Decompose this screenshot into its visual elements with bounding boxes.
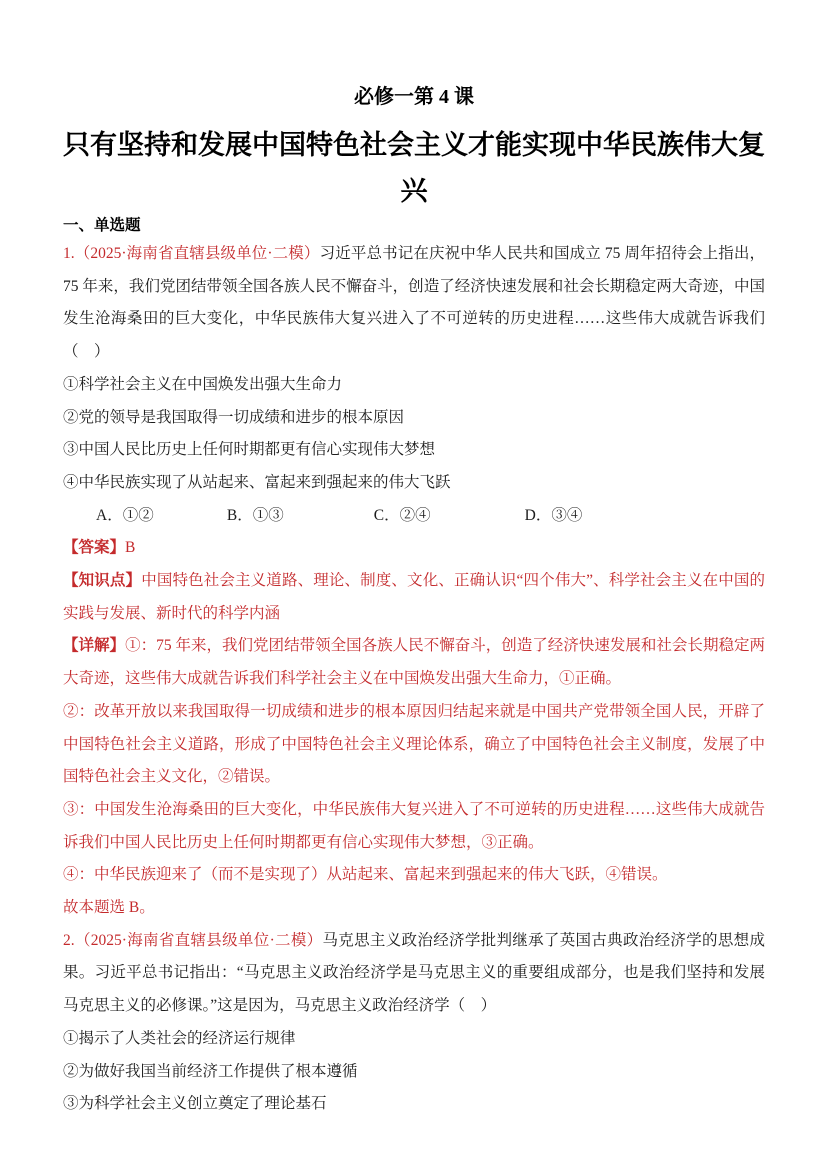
q1-conclusion: 故本题选 B。 xyxy=(63,899,155,917)
q1-choice-c: C．②④ xyxy=(373,506,431,524)
q1-knowledge-text: 中国特色社会主义道路、理论、制度、文化、正确认识“四个伟大”、科学社会主义在中国的实践与发展、新时代的科学内涵 xyxy=(63,572,765,622)
q1-choice-a: A．①② xyxy=(96,506,154,524)
q1-statement-1: ①科学社会主义在中国焕发出强大生命力 xyxy=(63,375,343,393)
q1-analysis-2: ②：改革开放以来我国取得一切成绩和进步的根本原因归结起来就是中国共产党带领全国人民，开辟了中国特色社会主义道路，形成了中国特色社会主义理论体系，确立了中国特色社会主义制度，发展了中国特色社会主义文化，②错误。 xyxy=(63,702,765,786)
q1-statement-3: ③中国人民比历史上任何时期都更有信心实现伟大梦想 xyxy=(63,441,436,459)
q1-knowledge-line xyxy=(63,565,765,630)
q1-analysis-4: ④：中华民族迎来了（而不是实现了）从站起来、富起来到强起来的伟大飞跃，④错误。 xyxy=(63,866,668,884)
q1-stem-text: 习近平总书记在庆祝中华人民共和国成立 75 周年招待会上指出，75 年来，我们党团结带领全国各族人民不懈奋斗，创造了经济快速发展和社会长期稳定两大奇迹，中国发生沧海桑田的巨大变化，中华民族伟大复兴进入了不可逆转的历史进程……这些伟大成就告诉我们（ ） xyxy=(63,245,765,361)
q2-stem-text: 马克思主义政治经济学批判继承了英国古典政治经济学的思想成果。习近平总书记指出：“马克思主义政治经济学是马克思主义的重要组成部分，也是我们坚持和发展马克思主义的必修课。”这是因为，马克思主义政治经济学（ ） xyxy=(63,931,765,1015)
q1-stem-paragraph xyxy=(63,238,765,369)
course-title: 必修一第 4 课 xyxy=(354,86,474,108)
q1-choices-row xyxy=(63,500,765,533)
q1-analysis-3: ③：中国发生沧海桑田的巨大变化，中华民族伟大复兴进入了不可逆转的历史进程……这些伟大成就告诉我们中国人民比历史上任何时期都更有信心实现伟大梦想，③正确。 xyxy=(63,800,765,851)
q1-analysis-1-text: ①：75 年来，我们党团结带领全国各族人民不懈奋斗，创造了经济快速发展和社会长期稳定两大奇迹，这些伟大成就告诉我们科学社会主义在中国焕发出强大生命力，①正确。 xyxy=(63,637,765,688)
section-heading: 一、单选题 xyxy=(63,217,141,234)
q1-answer-value: B xyxy=(125,539,136,557)
q1-knowledge-label: 【知识点】 xyxy=(63,572,142,590)
q1-answer-label: 【答案】 xyxy=(63,539,126,557)
q1-statement-2: ②党的领导是我国取得一切成绩和进步的根本原因 xyxy=(63,408,405,426)
q1-choice-b: B．①③ xyxy=(226,506,284,524)
q1-source-tag: 1.（2025·海南省直辖县级单位·二模） xyxy=(63,245,320,262)
q1-statement-4: ④中华民族实现了从站起来、富起来到强起来的伟大飞跃 xyxy=(63,473,451,491)
q2-stem-paragraph xyxy=(63,925,765,1023)
q2-statement-2: ②为做好我国当前经济工作提供了根本遵循 xyxy=(63,1062,358,1080)
q2-statement-1: ①揭示了人类社会的经济运行规律 xyxy=(63,1029,296,1047)
q1-choice-d: D．③④ xyxy=(524,506,583,524)
q2-statement-3: ③为科学社会主义创立奠定了理论基石 xyxy=(63,1095,327,1113)
q1-answer-line xyxy=(63,532,765,565)
q2-source-tag: 2.（2025·海南省直辖县级单位·二模） xyxy=(63,931,323,949)
q1-analysis-1 xyxy=(63,630,765,695)
q1-analysis-label: 【详解】 xyxy=(63,637,126,655)
main-title: 只有坚持和发展中国特色社会主义才能实现中华民族伟大复兴 xyxy=(63,130,765,206)
